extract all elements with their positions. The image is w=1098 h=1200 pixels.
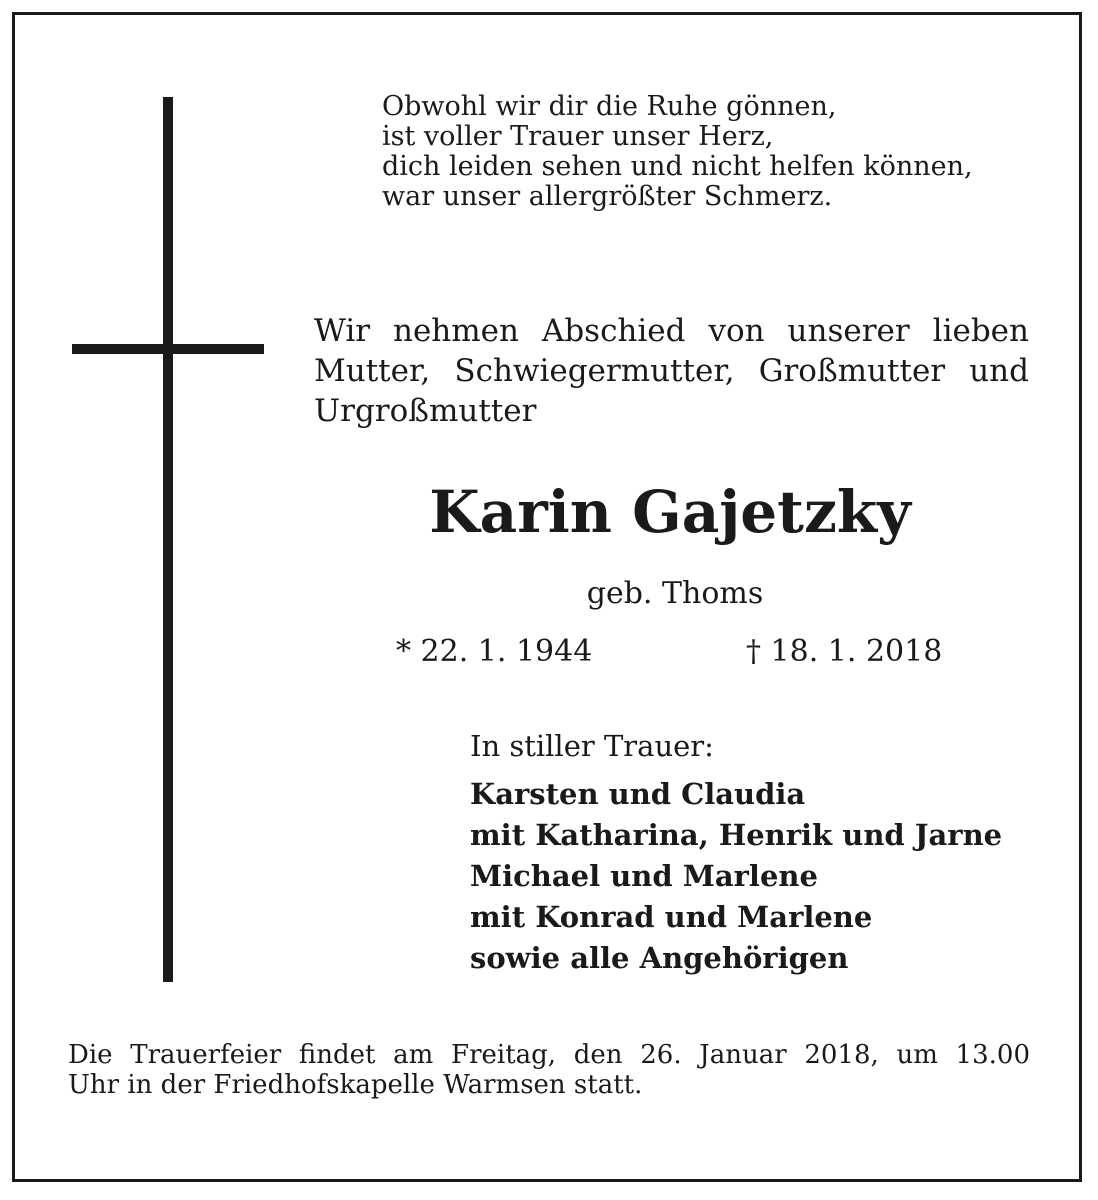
funeral-service-info xyxy=(68,1040,1030,1100)
maiden-name: geb. Thoms xyxy=(586,576,764,611)
mourning-heading: In stiller Trauer: xyxy=(470,729,714,763)
poem-line: Obwohl wir dir die Ruhe gönnen, xyxy=(382,91,837,122)
farewell-line: Mutter, Schwiegermutter, Großmutter und xyxy=(314,353,1029,389)
farewell-text xyxy=(314,311,1029,431)
cross-vertical-bar xyxy=(163,97,173,982)
death-date: † 18. 1. 2018 xyxy=(746,634,943,669)
mourners-list xyxy=(470,774,1002,979)
deceased-name: Karin Gajetzky xyxy=(429,478,911,546)
farewell-line: Urgroßmutter xyxy=(314,393,537,429)
mourner-line: sowie alle Angehörigen xyxy=(470,941,849,975)
mourner-line: mit Katharina, Henrik und Jarne xyxy=(470,818,1003,852)
poem-verse xyxy=(382,92,1042,212)
poem-line: dich leiden sehen und nicht helfen können, xyxy=(382,151,973,182)
farewell-line: Wir nehmen Abschied von unserer lieben xyxy=(314,313,1029,349)
mourner-line: mit Konrad und Marlene xyxy=(470,900,873,934)
mourner-line: Michael und Marlene xyxy=(470,859,818,893)
birth-date: * 22. 1. 1944 xyxy=(396,634,593,669)
service-line: Uhr in der Friedhofskapelle Warmsen statt. xyxy=(68,1070,643,1100)
mourner-line: Karsten und Claudia xyxy=(470,777,806,811)
service-line: Die Trauerfeier findet am Freitag, den 26. Januar 2018, um 13.00 xyxy=(68,1040,1030,1070)
poem-line: war unser allergrößter Schmerz. xyxy=(382,181,833,212)
cross-horizontal-bar xyxy=(72,344,264,354)
poem-line: ist voller Trauer unser Herz, xyxy=(382,121,774,152)
